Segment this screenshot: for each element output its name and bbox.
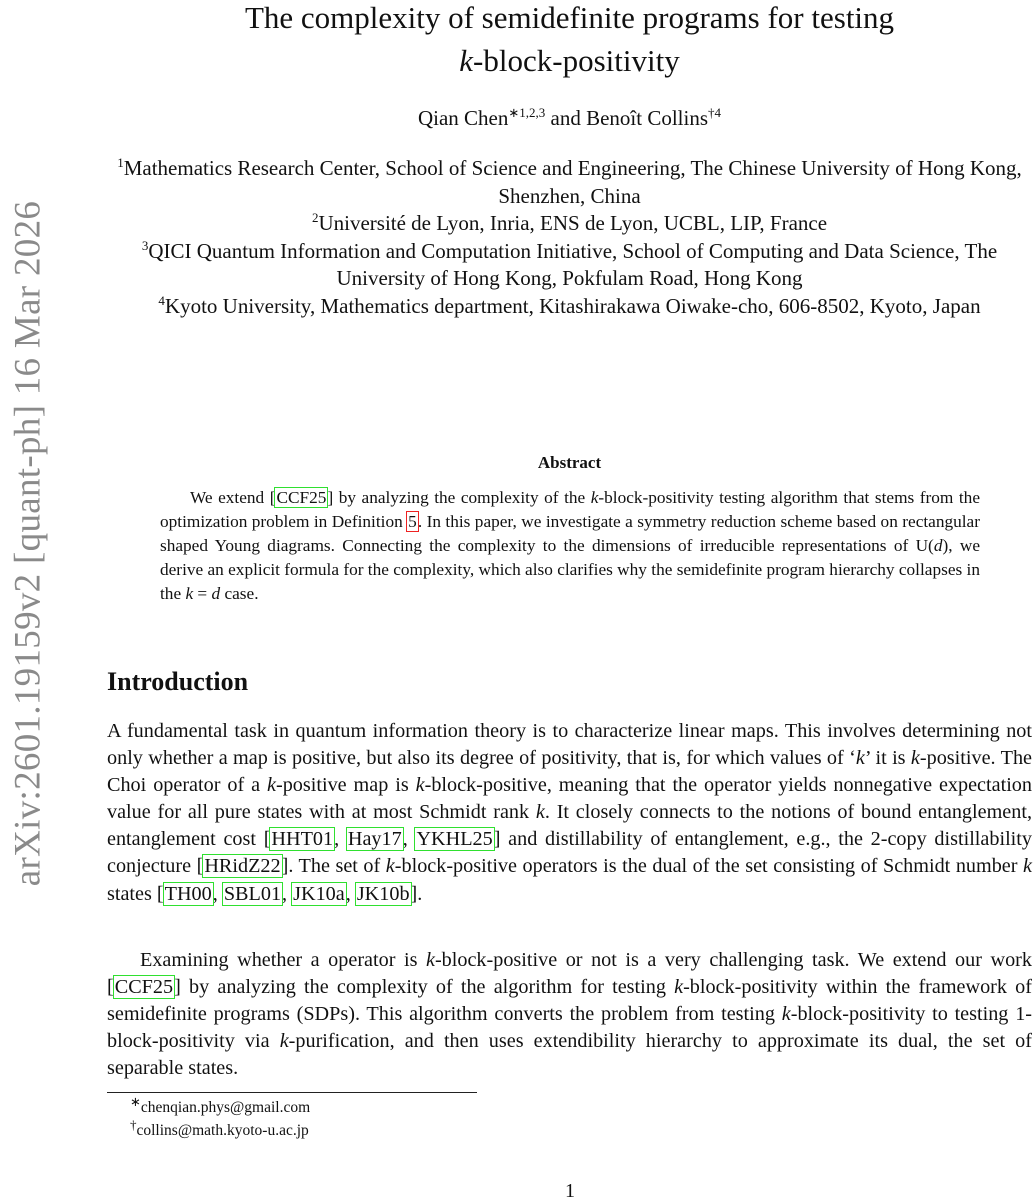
math-variable: k (535, 801, 545, 824)
abstract-heading: Abstract (537, 453, 602, 472)
text-run: , (402, 828, 416, 851)
footnote (130, 1116, 309, 1140)
affiliation-number: 1 (117, 155, 124, 170)
math-variable: k (279, 1030, 289, 1053)
author-affil-marks[interactable]: ∗1,2,3 (508, 105, 546, 120)
paper-title (107, 0, 1032, 82)
bracket: [ (269, 488, 276, 507)
section-heading-introduction: Introduction (107, 667, 249, 696)
definition-ref-link[interactable]: 5 (408, 512, 417, 531)
title-math-k: k (459, 43, 474, 78)
text-run: -purification, and then uses extendibility hierarchy to approximate its dual, the set of separable states. (107, 1030, 1032, 1080)
text-run: states [ (107, 882, 164, 905)
affiliation-text: Kyoto University, Mathematics department, Kitashirakawa Oiwake-cho, 606-8502, Kyoto, Japan (164, 293, 981, 318)
author-separator: and (545, 106, 587, 130)
text-run: -block-positive, meaning that the operator yields nonnegative expectation value for all pure states with at most Schmidt rank (107, 774, 1032, 824)
citation-link[interactable]: HHT01 (271, 828, 334, 851)
text-run: Examining whether a operator is (140, 949, 426, 971)
citation-link[interactable]: SBL01 (223, 882, 282, 905)
math-variable: k (590, 488, 599, 507)
footnote (130, 1093, 311, 1117)
title-line-2 (107, 39, 1032, 82)
affiliation-number: 2 (311, 210, 319, 225)
math-variable: k (425, 949, 435, 971)
text-run: case. (220, 584, 259, 603)
intro-paragraph (107, 718, 1032, 908)
math-variable: d (933, 536, 943, 555)
intro-paragraph (107, 947, 1032, 1082)
affiliations (107, 155, 1032, 320)
author-affil-marks[interactable]: †4 (708, 105, 722, 120)
text-run: . In this paper, we investigate a symmetry reduction scheme based on rectangular shaped Young diagrams. Connecting the complexity to the dimensions of irreducible representations of U( (160, 512, 980, 555)
math-variable: k (185, 584, 194, 603)
text-run: . It closely connects to the notions of bound entanglement, entanglement cost [ (107, 801, 1032, 851)
text-run: ] by analyzing the complexity of the algorithm for testing (174, 976, 675, 999)
affiliation (107, 238, 1032, 293)
text-run: -positive. The Choi operator of a (107, 747, 1032, 797)
footnote-email[interactable]: chenqian.phys@gmail.com (140, 1099, 311, 1116)
arxiv-identifier-stamp: arXiv:2601.19159v2 [quant-ph] 16 Mar 2026 (7, 200, 49, 887)
text-run: = (193, 584, 212, 603)
title-line-1: The complexity of semidefinite programs for testing (244, 0, 895, 35)
math-variable: k (385, 855, 395, 878)
text-run: -positive map is (275, 774, 416, 797)
math-variable: k (1023, 855, 1032, 878)
text-run: by analyzing the complexity of the (333, 488, 591, 507)
page-number: 1 (565, 1180, 575, 1202)
text-run: A fundamental task in quantum information theory is to characterize linear maps. This involves determining not only whether a map is positive, but also its degree of positivity, that is, for which values of ‘ (107, 720, 1032, 770)
citation-link[interactable]: Hay17 (347, 828, 402, 851)
math-variable: k (910, 747, 920, 770)
text-run: -block-positivity testing algorithm that stems from the optimization problem in Definition (160, 488, 980, 531)
citation-link[interactable]: YKHL25 (416, 828, 493, 851)
math-variable: k (674, 976, 684, 999)
author-name: Qian Chen (417, 106, 509, 130)
citation-link[interactable]: CCF25 (114, 976, 174, 999)
text-run: -block-positive operators is the dual of the set consisting of Schmidt number (394, 855, 1024, 878)
affiliation-text: Mathematics Research Center, School of Science and Engineering, The Chinese University of Hong Kong, Shenzhen, China (123, 156, 1022, 208)
footnote-mark: † (130, 1116, 137, 1132)
affiliation-text: Université de Lyon, Inria, ENS de Lyon, UCBL, LIP, France (318, 211, 828, 235)
affiliation-number: 4 (158, 292, 165, 308)
math-variable: k (781, 1003, 791, 1026)
abstract-body (160, 486, 980, 606)
text-run: ]. (410, 882, 423, 905)
text-run: , (282, 882, 293, 905)
citation-link[interactable]: CCF25 (276, 488, 327, 507)
affiliation-number: 3 (141, 237, 149, 253)
text-run: We extend (190, 488, 270, 507)
citation-link[interactable]: TH00 (164, 882, 212, 905)
citation-link[interactable]: JK10b (356, 882, 410, 905)
math-variable: d (211, 584, 221, 603)
text-run: -block-positive or not is a very challenging task. We extend our work [ (107, 949, 1032, 999)
math-variable: k (267, 774, 276, 797)
affiliation (107, 155, 1032, 210)
footnote-email[interactable]: collins@math.kyoto-u.ac.jp (136, 1122, 309, 1139)
math-variable: k (415, 774, 425, 797)
footnote-rule (107, 1092, 477, 1093)
text-run: -block-positivity within the framework of semidefinite programs (SDPs). This algorithm converts the problem from testing (107, 976, 1032, 1026)
author-list (107, 106, 1032, 131)
bracket: ] (327, 488, 334, 507)
citation-link[interactable]: JK10a (293, 882, 345, 905)
affiliation (107, 293, 1032, 321)
text-run: , (345, 882, 356, 905)
text-run: ’ it is (864, 747, 911, 770)
math-variable: k (855, 747, 865, 770)
title-line-2-text: -block-positivity (473, 43, 680, 78)
affiliation (107, 210, 1032, 238)
citation-link[interactable]: HRidZ22 (204, 855, 281, 878)
affiliation-text: QICI Quantum Information and Computation Initiative, School of Computing and Data Science, The University of Hong Kong, Pokfulam Road, Hong Kong (148, 238, 998, 290)
footnote-mark: ∗ (130, 1093, 141, 1109)
text-run: ]. The set of (281, 855, 386, 878)
text-run: , (334, 828, 347, 851)
text-run: ), we derive an explicit formula for the complexity, which also clarifies why the semidefinite program hierarchy collapses in the (160, 536, 981, 603)
text-run: ] and distillability of entanglement, e.g., the 2-copy distillability conjecture [ (107, 828, 1032, 878)
author-name: Benoît Collins (586, 106, 709, 130)
text-run: -block-positivity to testing 1-block-positivity via (107, 1003, 1033, 1053)
text-run: , (212, 882, 223, 905)
